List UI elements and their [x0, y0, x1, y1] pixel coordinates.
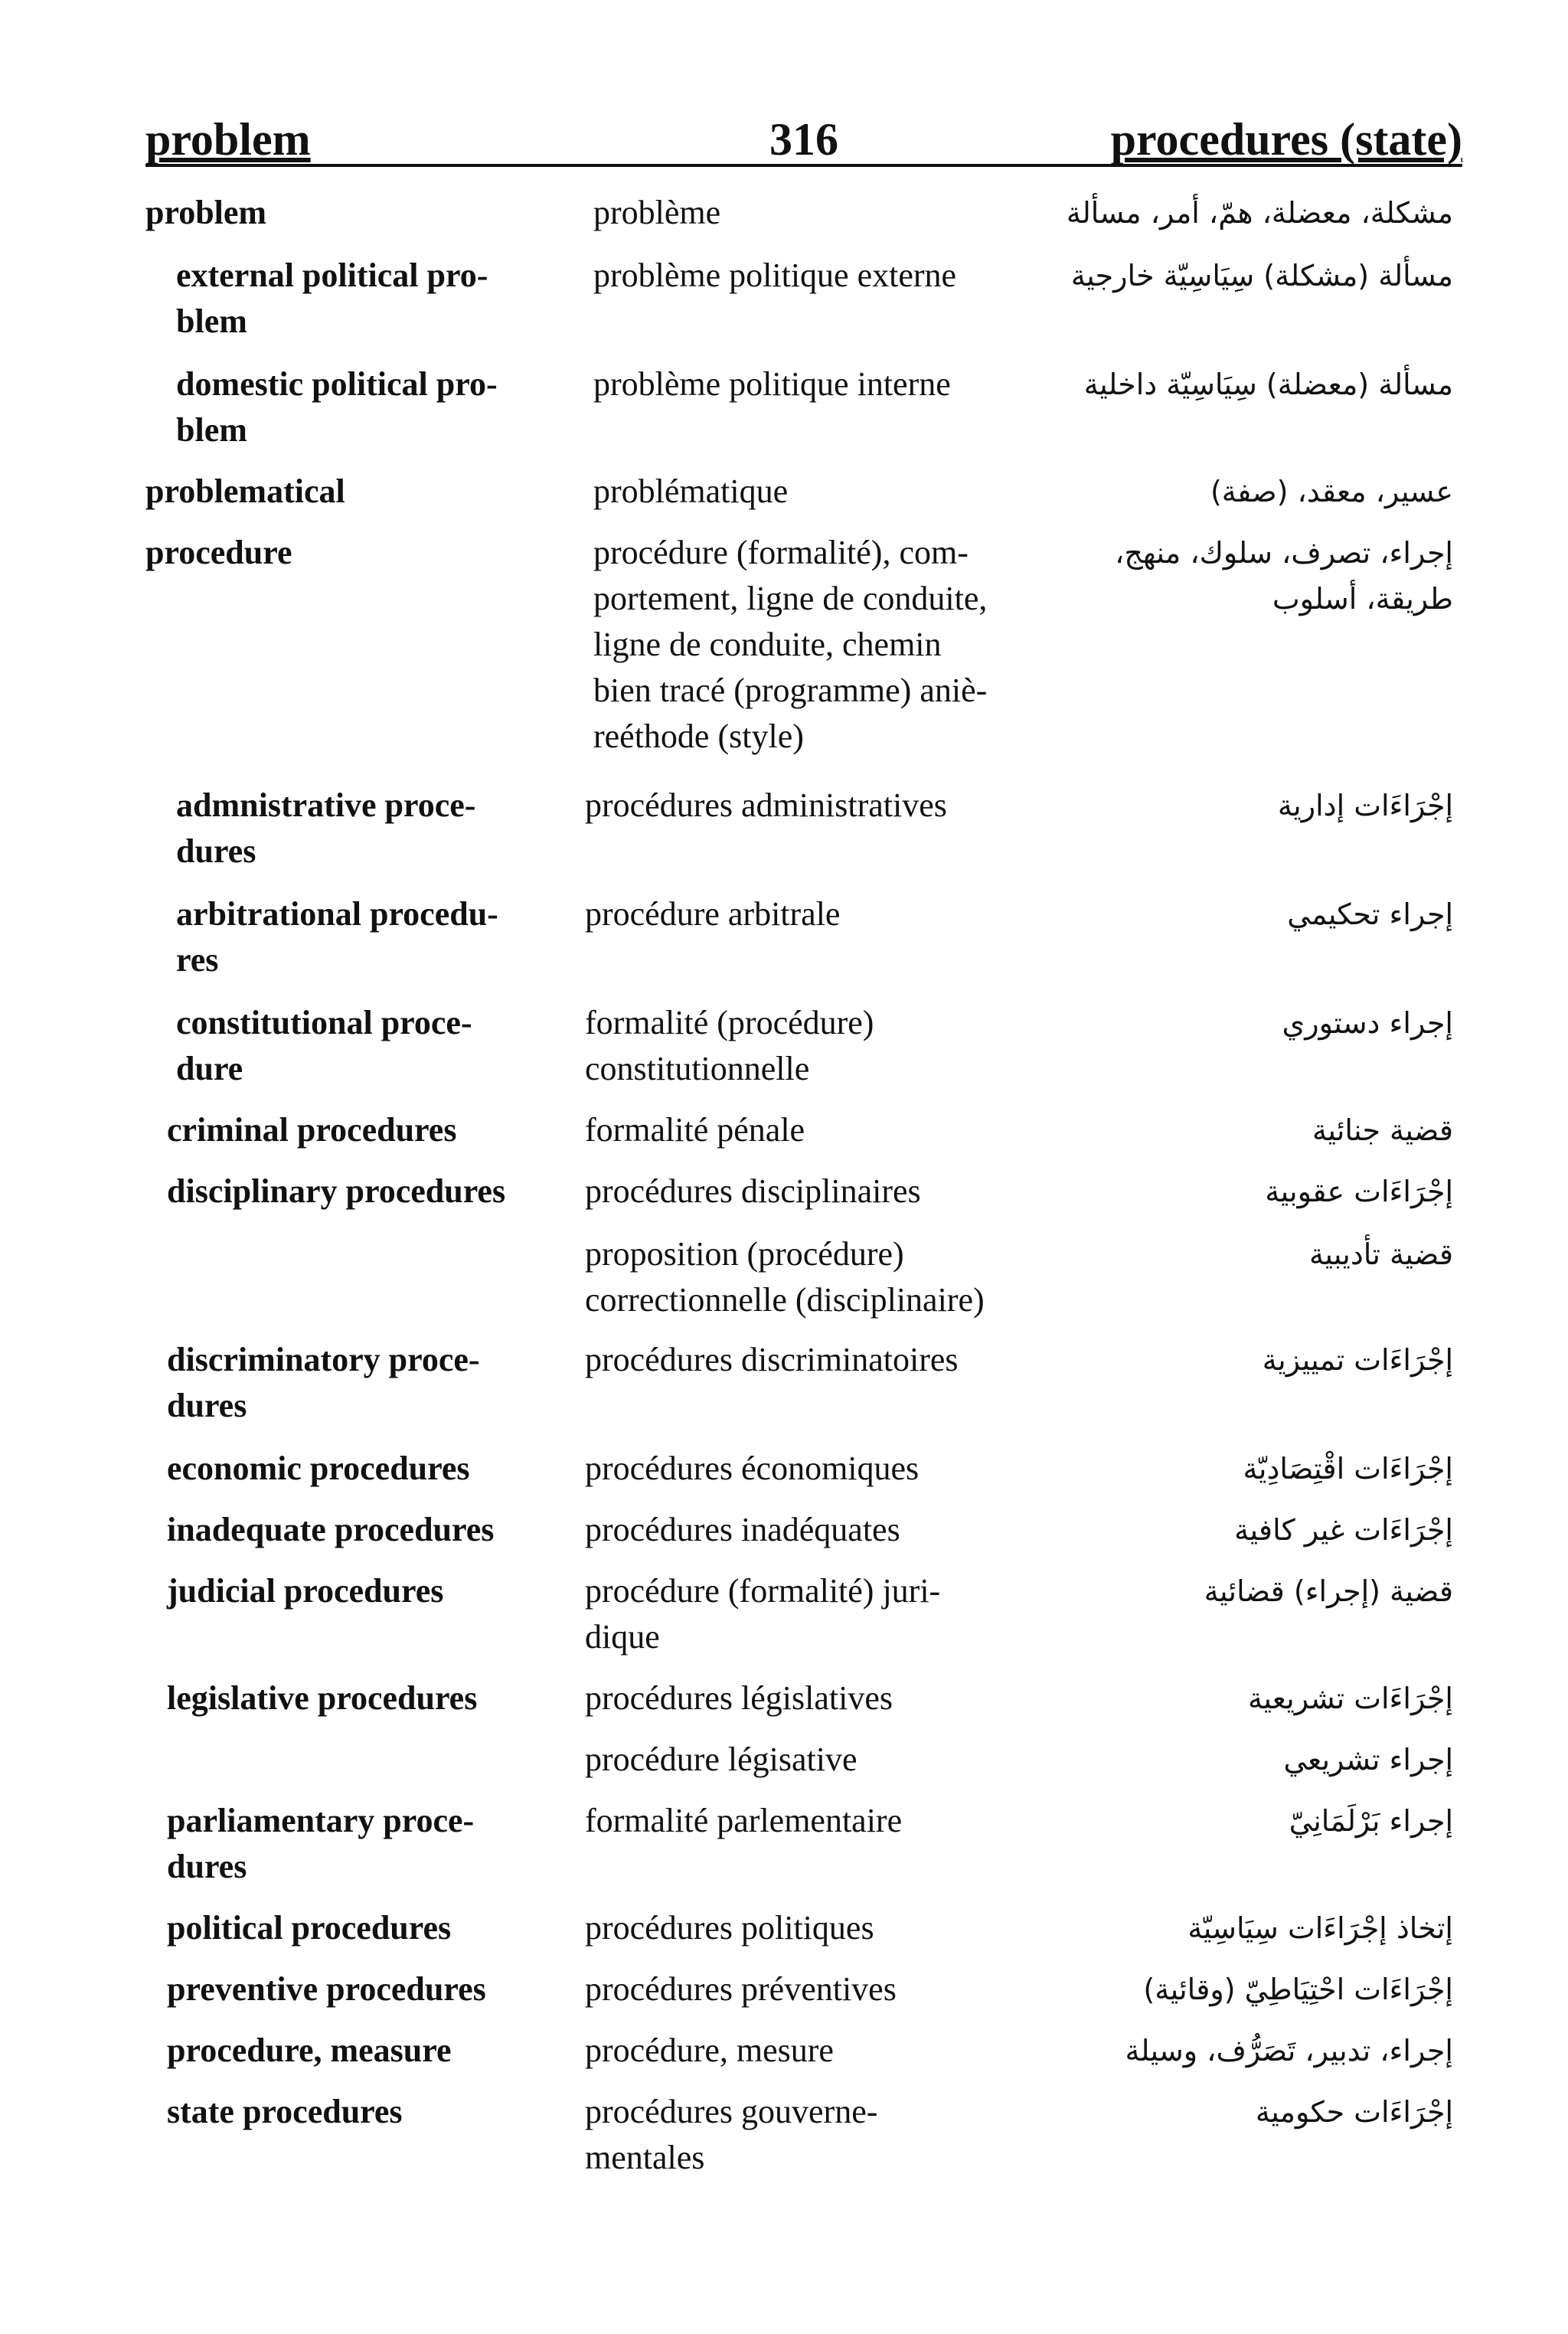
english-term: legislative procedures — [167, 1679, 478, 1717]
english-term: inadequate procedures — [167, 1511, 495, 1548]
french-term: procédures discriminatoires — [585, 1341, 959, 1378]
arabic-term: إجراء تحكيمي — [1287, 897, 1453, 931]
arabic-term: إجراء دستوري — [1282, 1006, 1453, 1040]
english-term: procedure, measure — [167, 2032, 452, 2069]
french-term: procédure, mesure — [585, 2032, 834, 2069]
english-term: procedure — [145, 534, 292, 571]
arabic-term: إجراء، تدبير، تَصَرُّف، وسيلة — [1125, 2034, 1453, 2068]
french-term: formalité parlementaire — [585, 1802, 903, 1839]
french-term: procédures économiques — [585, 1450, 920, 1487]
english-term: external political pro- blem — [176, 257, 488, 340]
arabic-term: مسألة (معضلة) سِيَاسِيّة داخلية — [1083, 368, 1453, 401]
header-last-headword: procedures (state) — [1110, 114, 1462, 165]
arabic-term: إجراء بَرْلَمَانِيّ — [1289, 1804, 1453, 1838]
english-term: preventive procedures — [167, 1970, 486, 2008]
french-term: procédures administratives — [585, 786, 947, 824]
french-term: procédure (formalité), com- portement, ligne de conduite, ligne de conduite, chemin bien tracé (programme) aniè- reéthode (style) — [593, 534, 988, 755]
english-term: judicial procedures — [167, 1572, 444, 1610]
french-term: procédures préventives — [585, 1970, 897, 2008]
french-term: procédures inadéquates — [585, 1511, 900, 1548]
arabic-term: إجْرَاءَات تمييزية — [1262, 1343, 1453, 1377]
french-term: procédure légisative — [585, 1741, 858, 1778]
arabic-term: إتخاذ إجْرَاءَات سِيَاسِيّة — [1187, 1911, 1453, 1945]
arabic-term: إجراء تشريعي — [1283, 1743, 1453, 1777]
english-term: problem — [145, 194, 267, 231]
english-term: problematical — [145, 472, 345, 510]
english-term: state procedures — [167, 2093, 403, 2130]
english-term: discriminatory proce- dures — [167, 1341, 480, 1424]
french-term: procédure arbitrale — [585, 895, 841, 933]
french-term: problème — [593, 194, 721, 231]
arabic-term: قضية تأديبية — [1309, 1237, 1453, 1271]
arabic-term: إجْرَاءَات اقْتِصَادِيّة — [1243, 1452, 1453, 1486]
french-term: problématique — [593, 472, 789, 510]
french-term: problème politique interne — [593, 365, 951, 403]
arabic-term: مشكلة، معضلة، همّ، أمر، مسألة — [1066, 196, 1453, 230]
arabic-term: إجْرَاءَات عقوبية — [1265, 1175, 1453, 1208]
english-term: domestic political pro- blem — [176, 365, 498, 449]
french-term: procédure (formalité) juri- dique — [585, 1572, 941, 1656]
french-term: procédures disciplinaires — [585, 1172, 921, 1210]
english-term: constitutional proce- dure — [176, 1004, 472, 1087]
english-term: disciplinary procedures — [167, 1172, 506, 1210]
arabic-term: عسير، معقد، (صفة) — [1210, 475, 1453, 508]
english-term: admnistrative proce- dures — [176, 786, 476, 870]
french-term: problème politique externe — [593, 257, 957, 294]
french-term: procédures législatives — [585, 1679, 893, 1717]
french-term: procédures gouverne- mentales — [585, 2093, 878, 2176]
arabic-term: قضية جنائية — [1312, 1113, 1453, 1147]
english-term: arbitrational procedu- res — [176, 895, 498, 979]
french-term: formalité (procédure) constitutionnelle — [585, 1004, 874, 1087]
arabic-term: مسألة (مشكلة) سِيَاسِيّة خارجية — [1070, 259, 1453, 293]
arabic-term: إجْرَاءَات إدارية — [1277, 789, 1453, 822]
header-first-headword: problem — [145, 114, 311, 165]
arabic-term: قضية (إجراء) قضائية — [1204, 1574, 1453, 1608]
arabic-term: إجْرَاءَات حكومية — [1255, 2095, 1453, 2129]
french-term: proposition (procédure) correctionnelle (disciplinaire) — [585, 1235, 985, 1319]
arabic-term: إجْرَاءَات احْتِيَاطِيّ (وقائية) — [1143, 1973, 1453, 2006]
arabic-term: إجْرَاءَات تشريعية — [1247, 1682, 1453, 1715]
french-term: procédures politiques — [585, 1909, 874, 1947]
english-term: political procedures — [167, 1909, 452, 1947]
english-term: parliamentary proce- dures — [167, 1802, 475, 1885]
page-number: 316 — [769, 114, 838, 165]
english-term: economic procedures — [167, 1450, 470, 1487]
arabic-term: إجراء، تصرف، سلوك، منهج، طريقة، أسلوب — [1115, 536, 1453, 616]
french-term: formalité pénale — [585, 1111, 805, 1149]
english-term: criminal procedures — [167, 1111, 457, 1149]
arabic-term: إجْرَاءَات غير كافية — [1234, 1513, 1453, 1547]
